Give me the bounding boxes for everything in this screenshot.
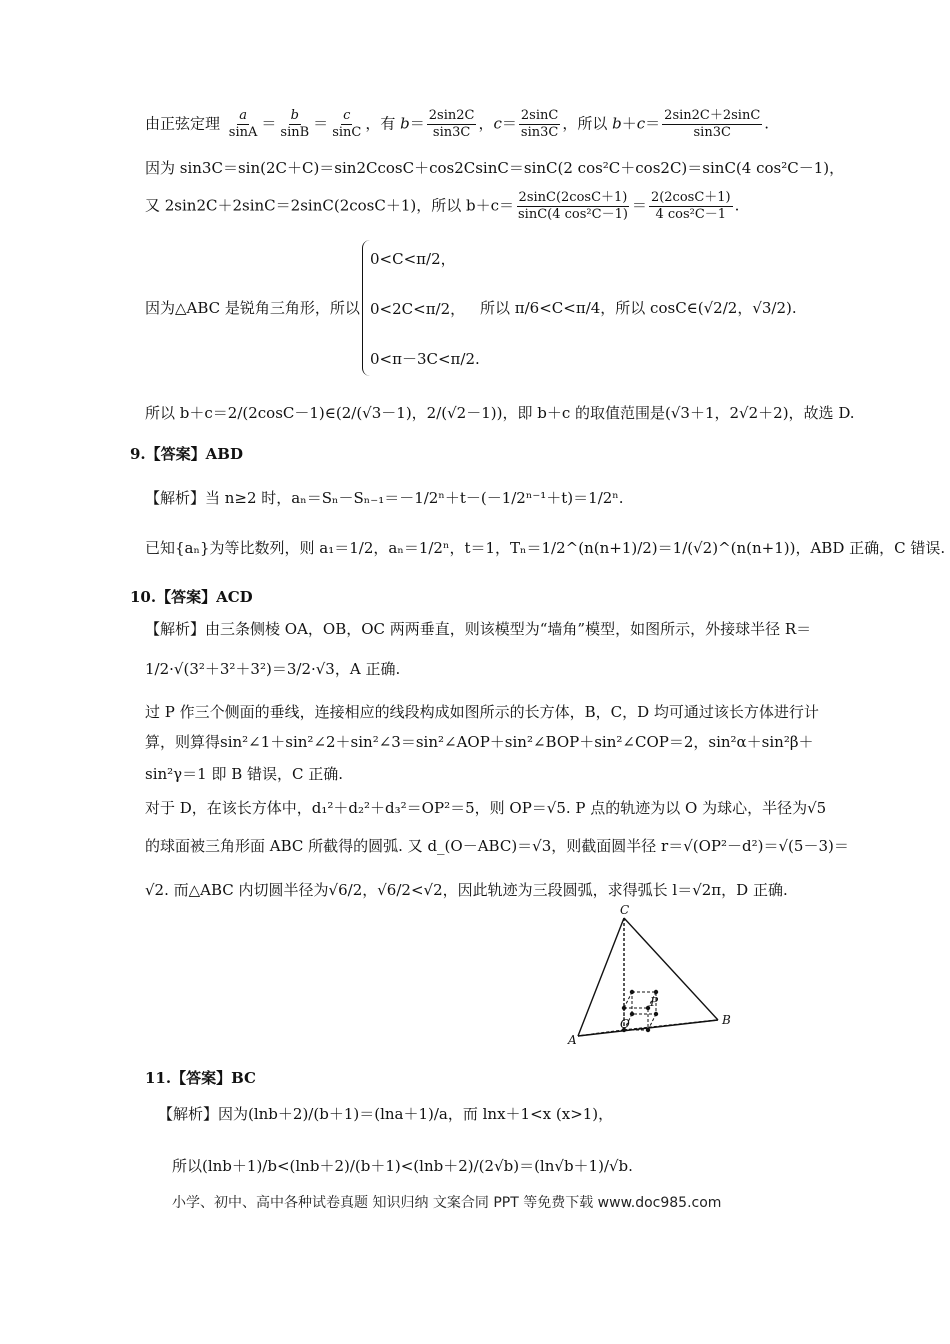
tetrahedron-figure xyxy=(560,900,750,1050)
q10-line-8: √2. 而△ABC 内切圆半径为√6/2，√6/2<√2，因此轨迹为三段圆弧，求得弧长 l＝√2π，D 正确. xyxy=(145,881,788,899)
line-range-result: 所以 b＋c＝2/(2cosC－1)∈(2/(√3－1)，2/(√2－1))，即 b＋c 的取值范围是(√3＋1，2√2＋2)，故选 D. xyxy=(145,404,855,422)
q10-line-2: 1/2·√(3²＋3²＋3²)＝3/2·√3，A 正确. xyxy=(145,660,401,678)
label-b: B xyxy=(722,1013,731,1027)
fraction: $\frac{2\sin C}{\sin 3C}$ xyxy=(520,108,559,140)
line-sine-law: 由正弦定理 $\frac{a}{\sin A}$ ＝ $\frac{b}{\sin B}$ ＝ $\frac{c}{\sin C}$ ，有 b＝ $\frac{2\sin 2C}{\sin 3C}$ ，c＝ $\frac{2\sin C}{\sin 3C}$ ，所以 b＋c＝ $\frac{2\sin 2C+2\sin C}{\sin 3C}$ . xyxy=(145,108,770,140)
label-o: O xyxy=(620,1017,630,1031)
case-3: 0<π－3C<π/2. xyxy=(370,350,480,368)
label-a: A xyxy=(568,1033,577,1047)
q9-conclusion: 已知{aₙ}为等比数列，则 a₁＝1/2，aₙ＝1/2ⁿ，t＝1，Tₙ＝1/2^(n(n+1)/2)＝1/(√2)^(n(n+1))，ABD 正确，C 错误. xyxy=(145,539,946,557)
text: 由正弦定理 xyxy=(145,114,221,133)
q11-answer: 11.【答案】BC xyxy=(145,1069,256,1087)
line-sin3c: 因为 sin3C＝sin(2C＋C)＝sin2CcosC＋cos2CsinC＝sinC(2 cos²C＋cos2C)＝sinC(4 cos²C－1)， xyxy=(145,159,845,177)
q9-answer: 9.【答案】ABD xyxy=(130,445,243,463)
fraction: $\frac{2\sin 2C+2\sin C}{\sin 3C}$ xyxy=(664,108,761,140)
edge-cb xyxy=(624,918,718,1020)
fraction: $\frac{2\sin C(2\cos C+1)}{\text{sinC(4 cos²C－1)}}$ xyxy=(518,190,628,222)
fraction: $\frac{c}{\sin C}$ xyxy=(332,108,362,140)
q11-line-1: 【解析】因为(lnb＋2)/(b＋1)＝(lna＋1)/a，而 lnx＋1<x (x>1)， xyxy=(158,1105,614,1123)
label-p: P xyxy=(650,995,659,1009)
line-b-plus-c: 又 2sin2C＋2sinC＝2sinC(2cosC＋1)，所以 b＋c＝ $\frac{2\sin C(2\cos C+1)}{\text{sinC(4 cos²C－1)}}$ ＝ $\frac{2(2\cos C+1)}{\text{4 cos²C－1}}$ . xyxy=(145,190,740,222)
fraction: $\frac{b}{\sin B}$ xyxy=(280,108,310,140)
q10-answer: 10.【答案】ACD xyxy=(130,588,253,606)
fraction: $\frac{a}{\sin A}$ xyxy=(228,108,258,140)
q11-line-2: 所以(lnb＋1)/b<(lnb＋2)/(b＋1)<(lnb＋2)/(2√b)＝(ln√b＋1)/√b. xyxy=(172,1157,633,1175)
edge-ca xyxy=(578,918,624,1036)
case-1: 0<C<π/2， xyxy=(370,250,456,268)
case-2: 0<2C<π/2， xyxy=(370,300,466,318)
q10-line-4: 算，则算得sin²∠1＋sin²∠2＋sin²∠3＝sin²∠AOP＋sin²∠BOP＋sin²∠COP＝2，sin²α＋sin²β＋ xyxy=(145,733,814,751)
line-acute-triangle: 因为△ABC 是锐角三角形，所以 xyxy=(145,299,360,317)
footer-text: 小学、初中、高中各种试卷真题 知识归纳 文案合同 PPT 等免费下载 www.doc985.com xyxy=(172,1195,722,1211)
label-c: C xyxy=(620,903,630,917)
fraction: $\frac{2\sin 2C}{\sin 3C}$ xyxy=(428,108,475,140)
fraction: $\frac{2(2\cos C+1)}{\text{4 cos²C－1}}$ xyxy=(650,190,731,222)
q10-line-5: sin²γ＝1 即 B 错误，C 正确. xyxy=(145,765,344,783)
line-cos-range: 所以 π/6<C<π/4，所以 cosC∈(√2/2，√3/2). xyxy=(480,299,797,317)
q9-analysis: 【解析】当 n≥2 时，aₙ＝Sₙ－Sₙ₋₁＝－1/2ⁿ＋t－(－1/2ⁿ⁻¹＋t)＝1/2ⁿ. xyxy=(145,489,624,507)
q10-line-1: 【解析】由三条侧棱 OA，OB，OC 两两垂直，则该模型为“墙角”模型，如图所示，外接球半径 R＝ xyxy=(145,620,812,638)
q10-line-3: 过 P 作三个侧面的垂线，连接相应的线段构成如图所示的长方体，B，C，D 均可通过该长方体进行计 xyxy=(145,703,819,721)
q10-line-7: 的球面被三角形面 ABC 所截得的圆弧. 又 d_(O－ABC)＝√3，则截面圆半径 r＝√(OP²－d²)＝√(5－3)＝ xyxy=(145,837,849,855)
q10-line-6: 对于 D，在该长方体中，d₁²＋d₂²＋d₃²＝OP²＝5，则 OP＝√5. P 点的轨迹为以 O 为球心，半径为√5 xyxy=(145,799,827,817)
